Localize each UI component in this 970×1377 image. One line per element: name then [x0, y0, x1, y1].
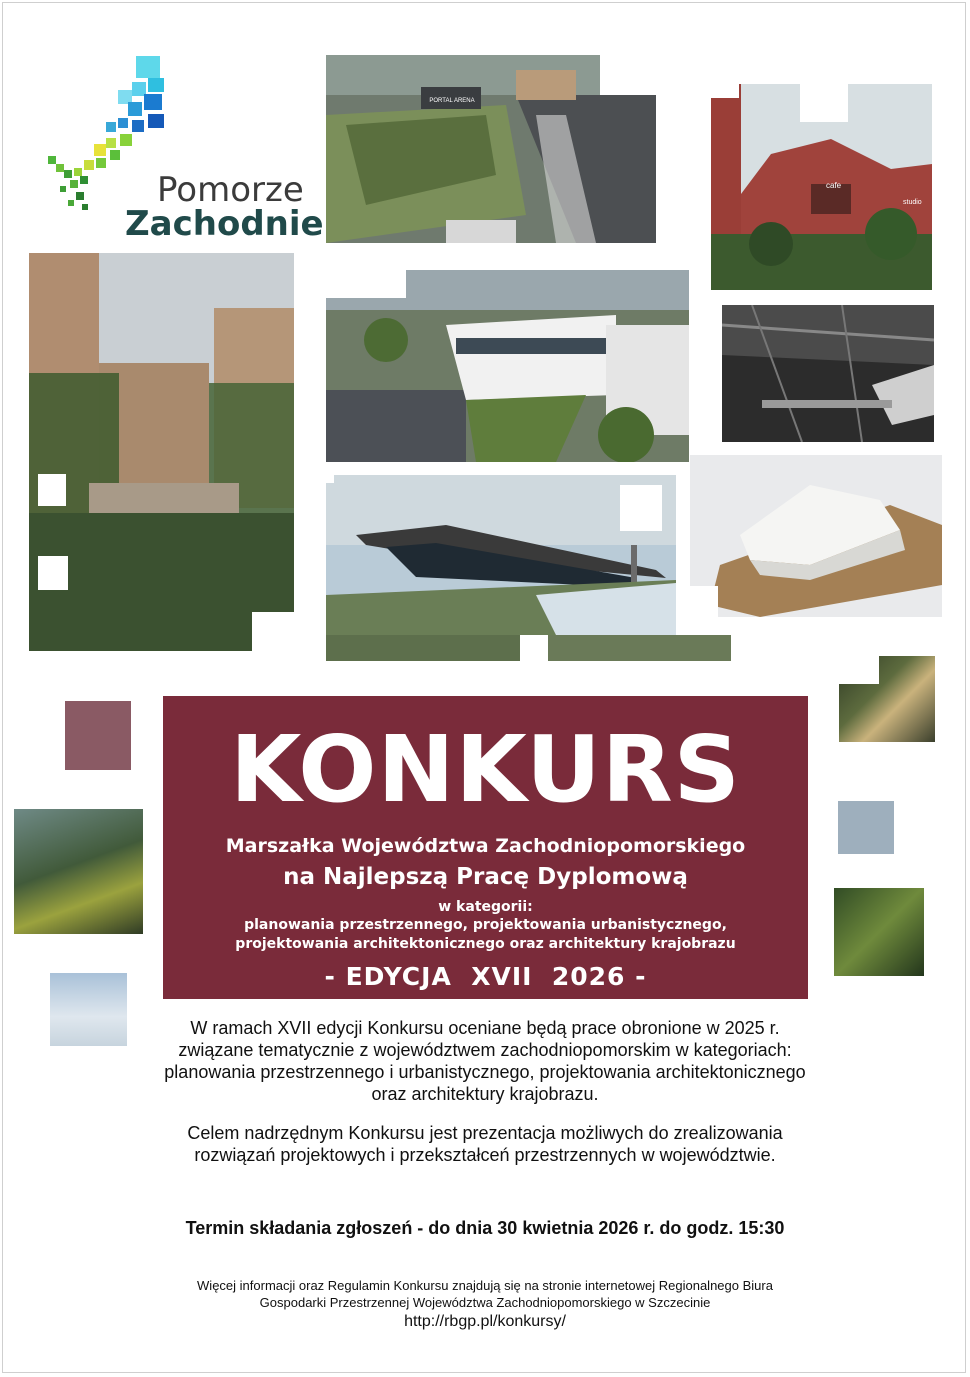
cafe-sign: cafe	[826, 181, 842, 190]
white-square	[690, 586, 718, 617]
banner-edition: - EDYCJA XVII 2026 -	[324, 962, 647, 991]
more-info-line-1: Więcej informacji oraz Regulamin Konkursu znajdują się na stronie internetowej Regionalnego Biura	[197, 1278, 773, 1293]
studio-sign: studio	[903, 199, 922, 206]
paragraph-1-line: związane tematycznie z województwem zachodniopomorskim w kategoriach:	[178, 1040, 792, 1060]
checkmark-mosaic-icon	[40, 50, 170, 220]
white-square	[620, 485, 662, 531]
banner-title: KONKURS	[230, 716, 741, 823]
photo-architectural-model	[690, 455, 942, 617]
logo-line2: Zachodnie	[125, 204, 324, 244]
white-square	[711, 84, 739, 98]
tile-grey-blue	[838, 801, 894, 854]
white-square	[38, 474, 66, 506]
deadline-text: Termin składania zgłoszeń - do dnia 30 kwietnia 2026 r. do godz. 15:30	[185, 1218, 785, 1238]
paragraph-2-line: rozwiązań projektowych i przekształceń przestrzennych w województwie.	[194, 1145, 776, 1165]
more-info-line-2: Gospodarki Przestrzennej Województwa Zachodniopomorskiego w Szczecinie	[259, 1295, 711, 1310]
white-square	[252, 612, 294, 652]
paragraph-1-line: planowania przestrzennego i urbanistycznego, projektowania architektonicznego	[164, 1062, 806, 1082]
paragraph-1-line: W ramach XVII edycji Konkursu oceniane będą prace obronione w 2025 r.	[190, 1018, 780, 1038]
tile-brick	[65, 701, 131, 770]
white-square	[326, 270, 406, 298]
banner-category-line-2: projektowania architektonicznego oraz architektury krajobrazu	[235, 936, 736, 952]
paragraph-2	[100, 1122, 870, 1166]
banner-category-intro: w kategorii:	[438, 899, 533, 915]
photo-strip	[326, 635, 520, 661]
banner-subtitle-1: Marszałka Województwa Zachodniopomorskiego	[225, 835, 746, 857]
white-square	[800, 84, 848, 122]
white-square	[600, 55, 660, 95]
banner-category-line-1: planowania przestrzennego, projektowania urbanistycznego,	[244, 917, 727, 933]
paragraph-1	[100, 1017, 870, 1105]
portal-arena-label: PORTAL ARENA	[429, 98, 475, 104]
white-square	[38, 556, 68, 590]
tile-greenery	[834, 888, 924, 976]
photo-residential-courtyard	[29, 253, 294, 651]
paragraph-2-line: Celem nadrzędnym Konkursu jest prezentacja możliwych do zrealizowania	[187, 1123, 783, 1143]
photo-strip	[548, 635, 731, 661]
tile-riverbank	[14, 809, 143, 934]
logo-line1: Pomorze	[157, 170, 304, 210]
photo-modern-building	[326, 270, 689, 462]
paragraph-1-line: oraz architektury krajobrazu.	[371, 1084, 599, 1104]
contest-banner	[163, 696, 808, 999]
white-square	[326, 475, 334, 483]
white-square	[839, 656, 879, 684]
more-info	[100, 1277, 870, 1311]
photo-steel-structure	[722, 305, 934, 442]
banner-subtitle-2: na Najlepszą Pracę Dyplomową	[283, 864, 688, 890]
contest-url-link[interactable]: http://rbgp.pl/konkursy/	[404, 1313, 566, 1330]
